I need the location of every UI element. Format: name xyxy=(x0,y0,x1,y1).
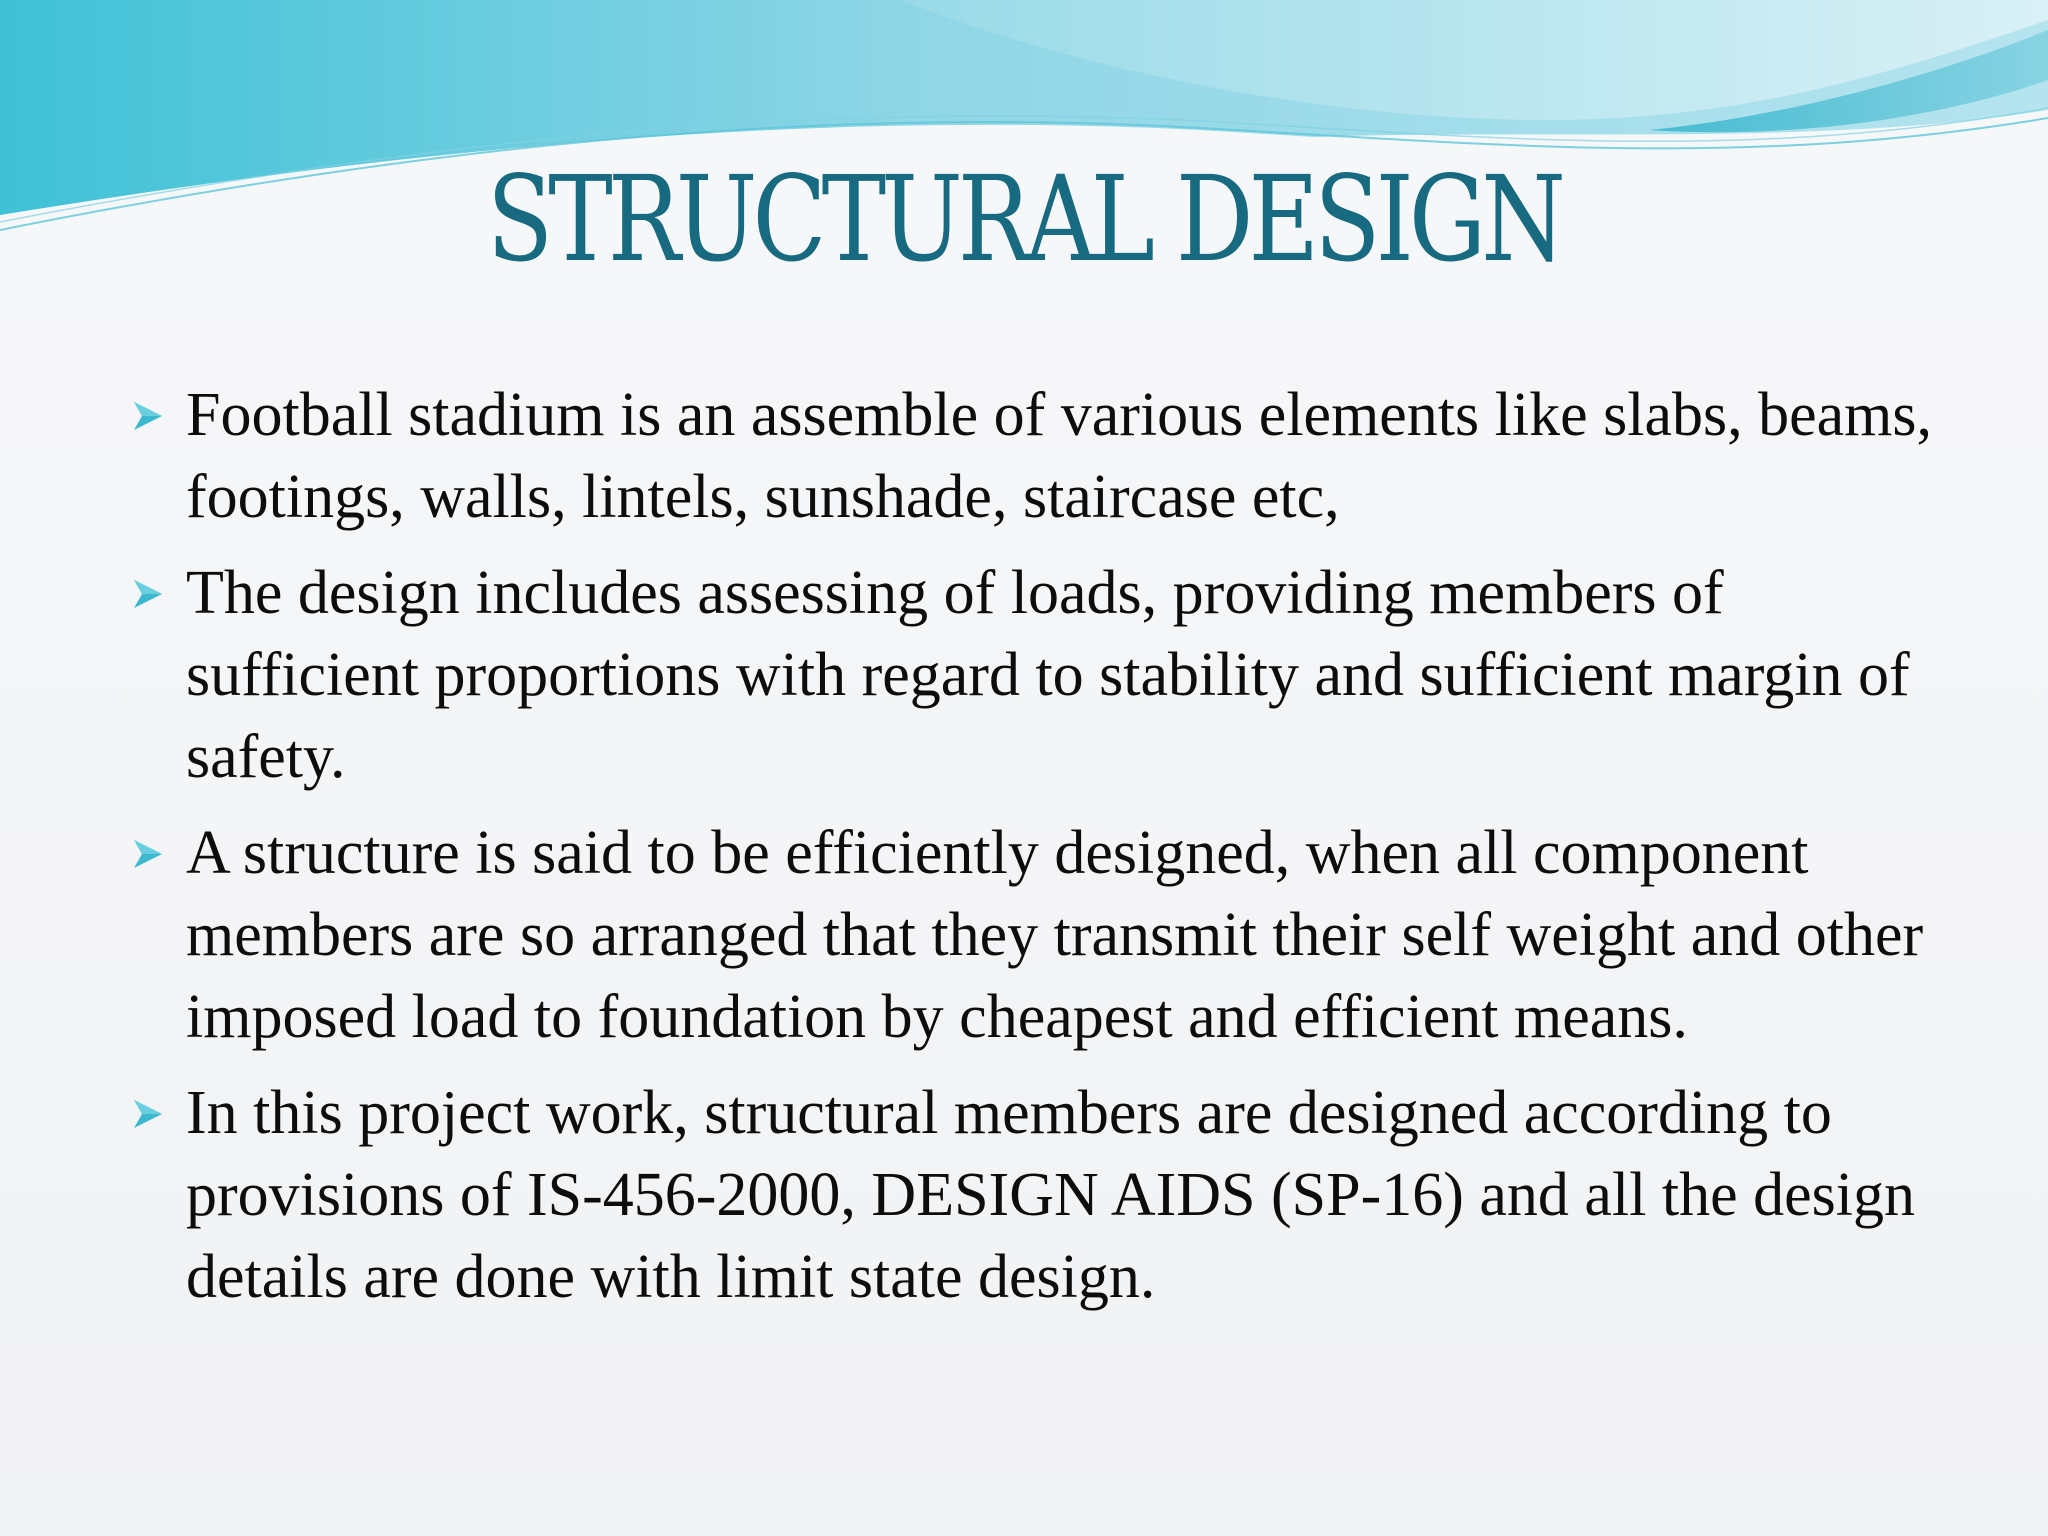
bullet-text: The design includes assessing of loads, providing members of sufficient proportions with regard to stability and sufficient margin of safety. xyxy=(186,559,1910,791)
bullet-item xyxy=(128,374,1948,538)
arrow-bullet-icon xyxy=(128,1094,168,1134)
bullet-item xyxy=(128,1072,1948,1318)
bullet-text: Football stadium is an assemble of various elements like slabs, beams, footings, walls, lintels, sunshade, staircase etc, xyxy=(186,381,1933,531)
bullet-item xyxy=(128,812,1948,1058)
arrow-bullet-icon xyxy=(128,396,168,436)
bullet-item xyxy=(128,552,1948,798)
bullet-list xyxy=(128,374,1948,1332)
slide-title: STRUCTURAL DESIGN xyxy=(486,150,1562,288)
arrow-bullet-icon xyxy=(128,834,168,874)
bullet-text: In this project work, structural members are designed according to provisions of IS-456-2000, DESIGN AIDS (SP-16) and all the design details are done with limit state design. xyxy=(186,1079,1916,1311)
arrow-bullet-icon xyxy=(128,574,168,614)
bullet-text: A structure is said to be efficiently designed, when all component members are so arranged that they transmit their self weight and other imposed load to foundation by cheapest and efficient means. xyxy=(186,819,1924,1051)
